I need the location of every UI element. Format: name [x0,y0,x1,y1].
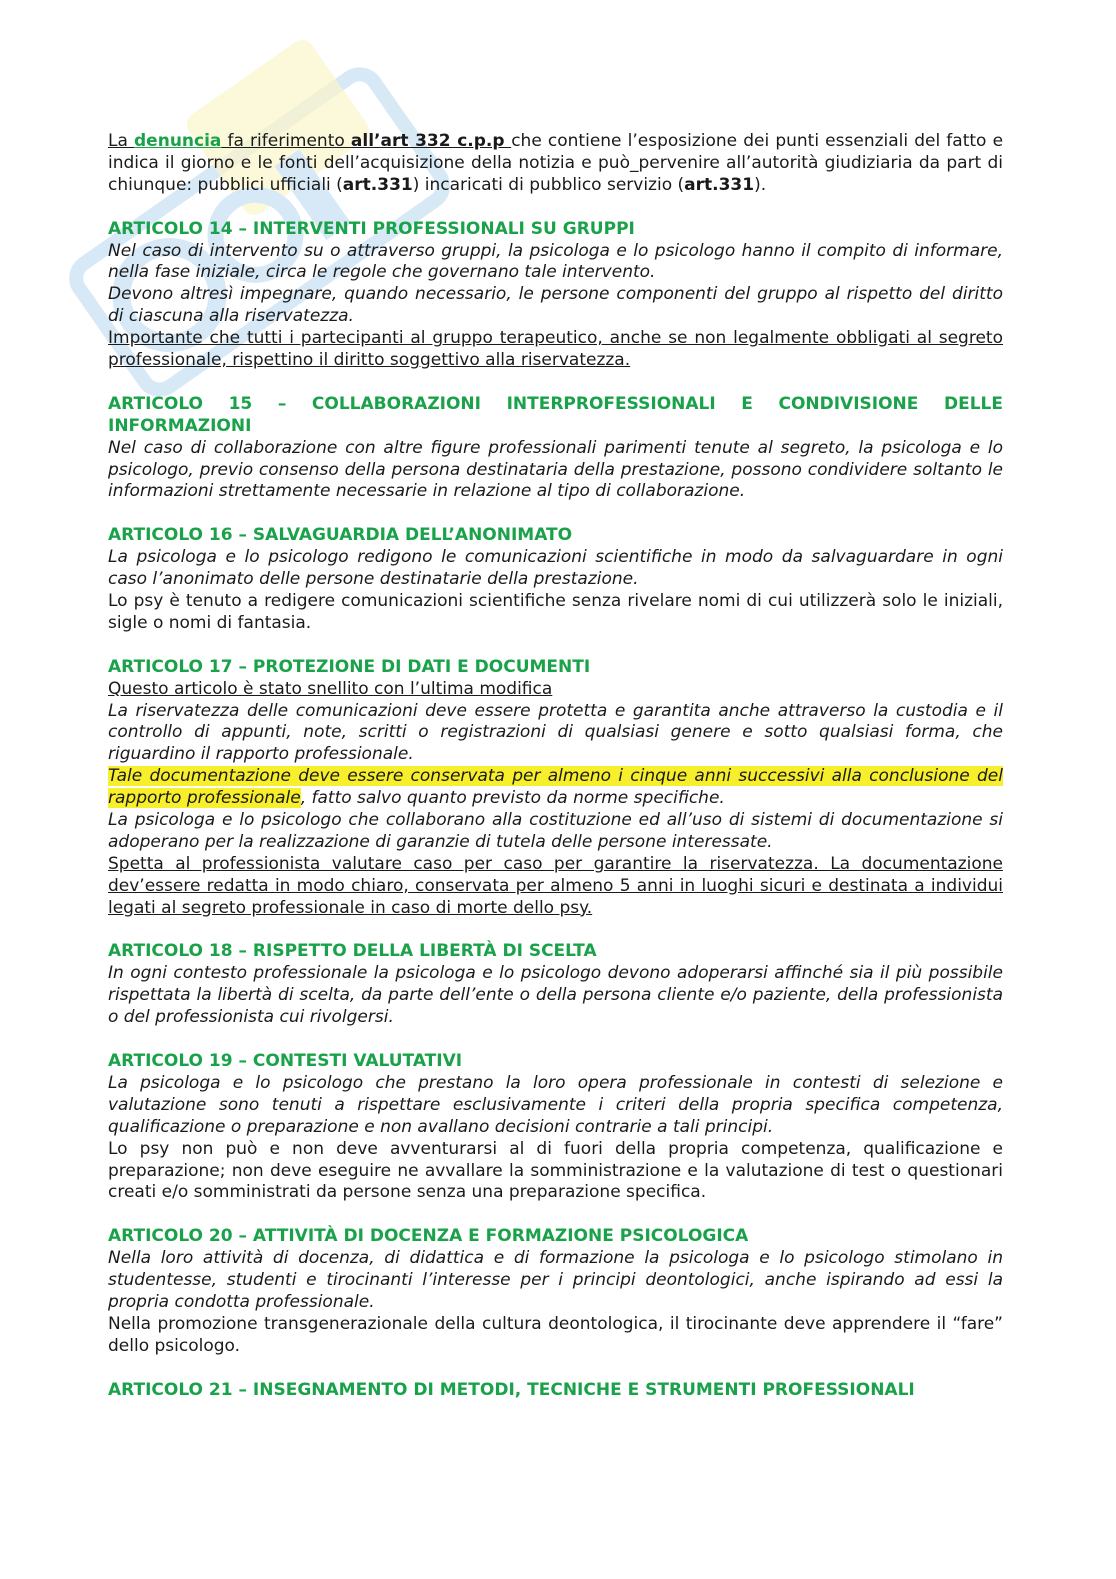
article-16-note: Lo psy è tenuto a redigere comunicazioni scientifiche senza rivelare nomi di cui utilizzerà solo le iniziali, sigle o nomi di fantasia. [108,590,1003,633]
article-17-text: La psicologa e lo psicologo che collaborano alla costituzione ed all’uso di sistemi di documentazione si adoperano per la realizzazione di garanzie di tutela delle persone interessate. [108,810,1003,852]
article-20 [108,1226,1003,1357]
article-21-title: ARTICOLO 21 – INSEGNAMENTO DI METODI, TECNICHE E STRUMENTI PROFESSIONALI [108,1379,915,1400]
article-18 [108,941,1003,1029]
art-331-ref: art.331 [684,174,755,195]
article-20-note: Nella promozione transgenerazionale della cultura deontologica, il tirocinante deve apprendere il “fare” dello psicologo. [108,1313,1003,1356]
article-14-note: Importante che tutti i partecipanti al gruppo terapeutico, anche se non legalmente obbligati al segreto professionale, rispettino il diritto soggettivo alla riservatezza. [108,328,1003,371]
article-17-highlight: Tale documentazione deve essere conservata per almeno i cinque anni successivi alla conclusione del rapporto professionale [108,766,1003,809]
art-331-ref: art.331 [342,174,413,195]
intro-text: La [108,131,135,151]
article-21 [108,1380,1003,1402]
article-16 [108,525,1003,635]
article-18-title: ARTICOLO 18 – RISPETTO DELLA LIBERTÀ DI SCELTA [108,941,597,962]
article-17-text: , fatto salvo quanto previsto da norme specifiche. [300,788,725,809]
article-19-title: ARTICOLO 19 – CONTESTI VALUTATIVI [108,1050,463,1071]
article-14 [108,219,1003,372]
art-332-ref: all’art 332 c.p.p [350,131,512,151]
intro-paragraph [108,131,1003,197]
denuncia-term: denuncia [134,131,222,151]
article-19-text: La psicologa e lo psicologo che prestano la loro opera professionale in contesti di selezione e valutazione sono tenuti a rispettare esclusivamente i criteri della propria specifica competenza, qualificazione o preparazione e non avallano decisioni contrarie a tali principi. [108,1072,1003,1137]
article-14-text: Nel caso di intervento su o attraverso gruppi, la psicologa e lo psicologo hanno il compito di informare, nella fase iniziale, circa le regole che governano tale intervento. [108,240,1003,283]
article-20-title: ARTICOLO 20 – ATTIVITÀ DI DOCENZA E FORMAZIONE PSICOLOGICA [108,1226,749,1247]
intro-text: ). [754,174,767,195]
article-20-text: Nella loro attività di docenza, di didattica e di formazione la psicologa e lo psicologo stimolano in studentesse, studenti e tirocinanti l’interesse per i principi deontologici, anche ispirando ad essi la propria condotta professionale. [108,1248,1003,1312]
article-17-note: Spetta al professionista valutare caso per caso per garantire la riservatezza. La documentazione dev’essere redatta in modo chiaro, conservata per almeno 5 anni in luoghi sicuri e destinata a individui legati al segreto professionale in caso di morte dello psy. [108,853,1003,918]
article-17-subnote: Questo articolo è stato snellito con l’ultima modifica [108,678,553,699]
article-19-note: Lo psy non può e non deve avventurarsi al di fuori della propria competenza, qualificazione e preparazione; non deve eseguire ne avvallare la somministrazione e la valutazione di test o questionari creati e/o somministrati da persone senza una preparazione specifica. [108,1138,1003,1203]
article-15-title: ARTICOLO 15 – COLLABORAZIONI INTERPROFESSIONALI E CONDIVISIONE DELLE INFORMAZIONI [108,393,1003,436]
article-16-text: La psicologa e lo psicologo redigono le comunicazioni scientifiche in modo da salvaguardare in ogni caso l’anonimato delle persone destinatarie della prestazione. [108,547,1003,590]
article-17-text: La riservatezza delle comunicazioni deve essere protetta e garantita anche attraverso la custodia e il controllo di appunti, note, scritti o registrazioni di qualsiasi genere e sotto qualsiasi forma, che riguardino il rapporto professionale. [108,700,1003,765]
intro-text: ) incaricati di pubblico servizio ( [412,174,685,195]
article-15 [108,394,1003,504]
article-18-text: In ogni contesto professionale la psicologa e lo psicologo devono adoperarsi affinché sia il più possibile rispettata la libertà di scelta, da parte dell’ente o della persona cliente e/o paziente, della professionista o del professionista cui rivolgersi. [108,963,1003,1028]
article-14-title: ARTICOLO 14 – INTERVENTI PROFESSIONALI SU GRUPPI [108,218,635,239]
document-page [108,131,1003,1423]
intro-text: che contiene l’esposizione dei punti essenziali del fatto e indica il giorno e le fonti dell’acquisizione della notizia e può_pervenire all’autorità giudiziaria da part di chiunque: pubblici ufficiali ( [108,131,1004,195]
article-17 [108,657,1003,920]
article-17-title: ARTICOLO 17 – PROTEZIONE DI DATI E DOCUMENTI [108,656,591,677]
article-14-text: Devono altresì impegnare, quando necessario, le persone componenti del gruppo al rispetto del diritto di ciascuna alla riservatezza. [108,284,1003,327]
article-19 [108,1051,1003,1204]
intro-text: fa riferimento [221,131,351,151]
article-16-title: ARTICOLO 16 – SALVAGUARDIA DELL’ANONIMATO [108,525,573,546]
article-15-text: Nel caso di collaborazione con altre figure professionali parimenti tenute al segreto, la psicologa e lo psicologo, previo consenso della persona destinataria della prestazione, possono condividere soltanto le informazioni strettamente necessarie in relazione al tipo di collaborazione. [108,437,1003,502]
